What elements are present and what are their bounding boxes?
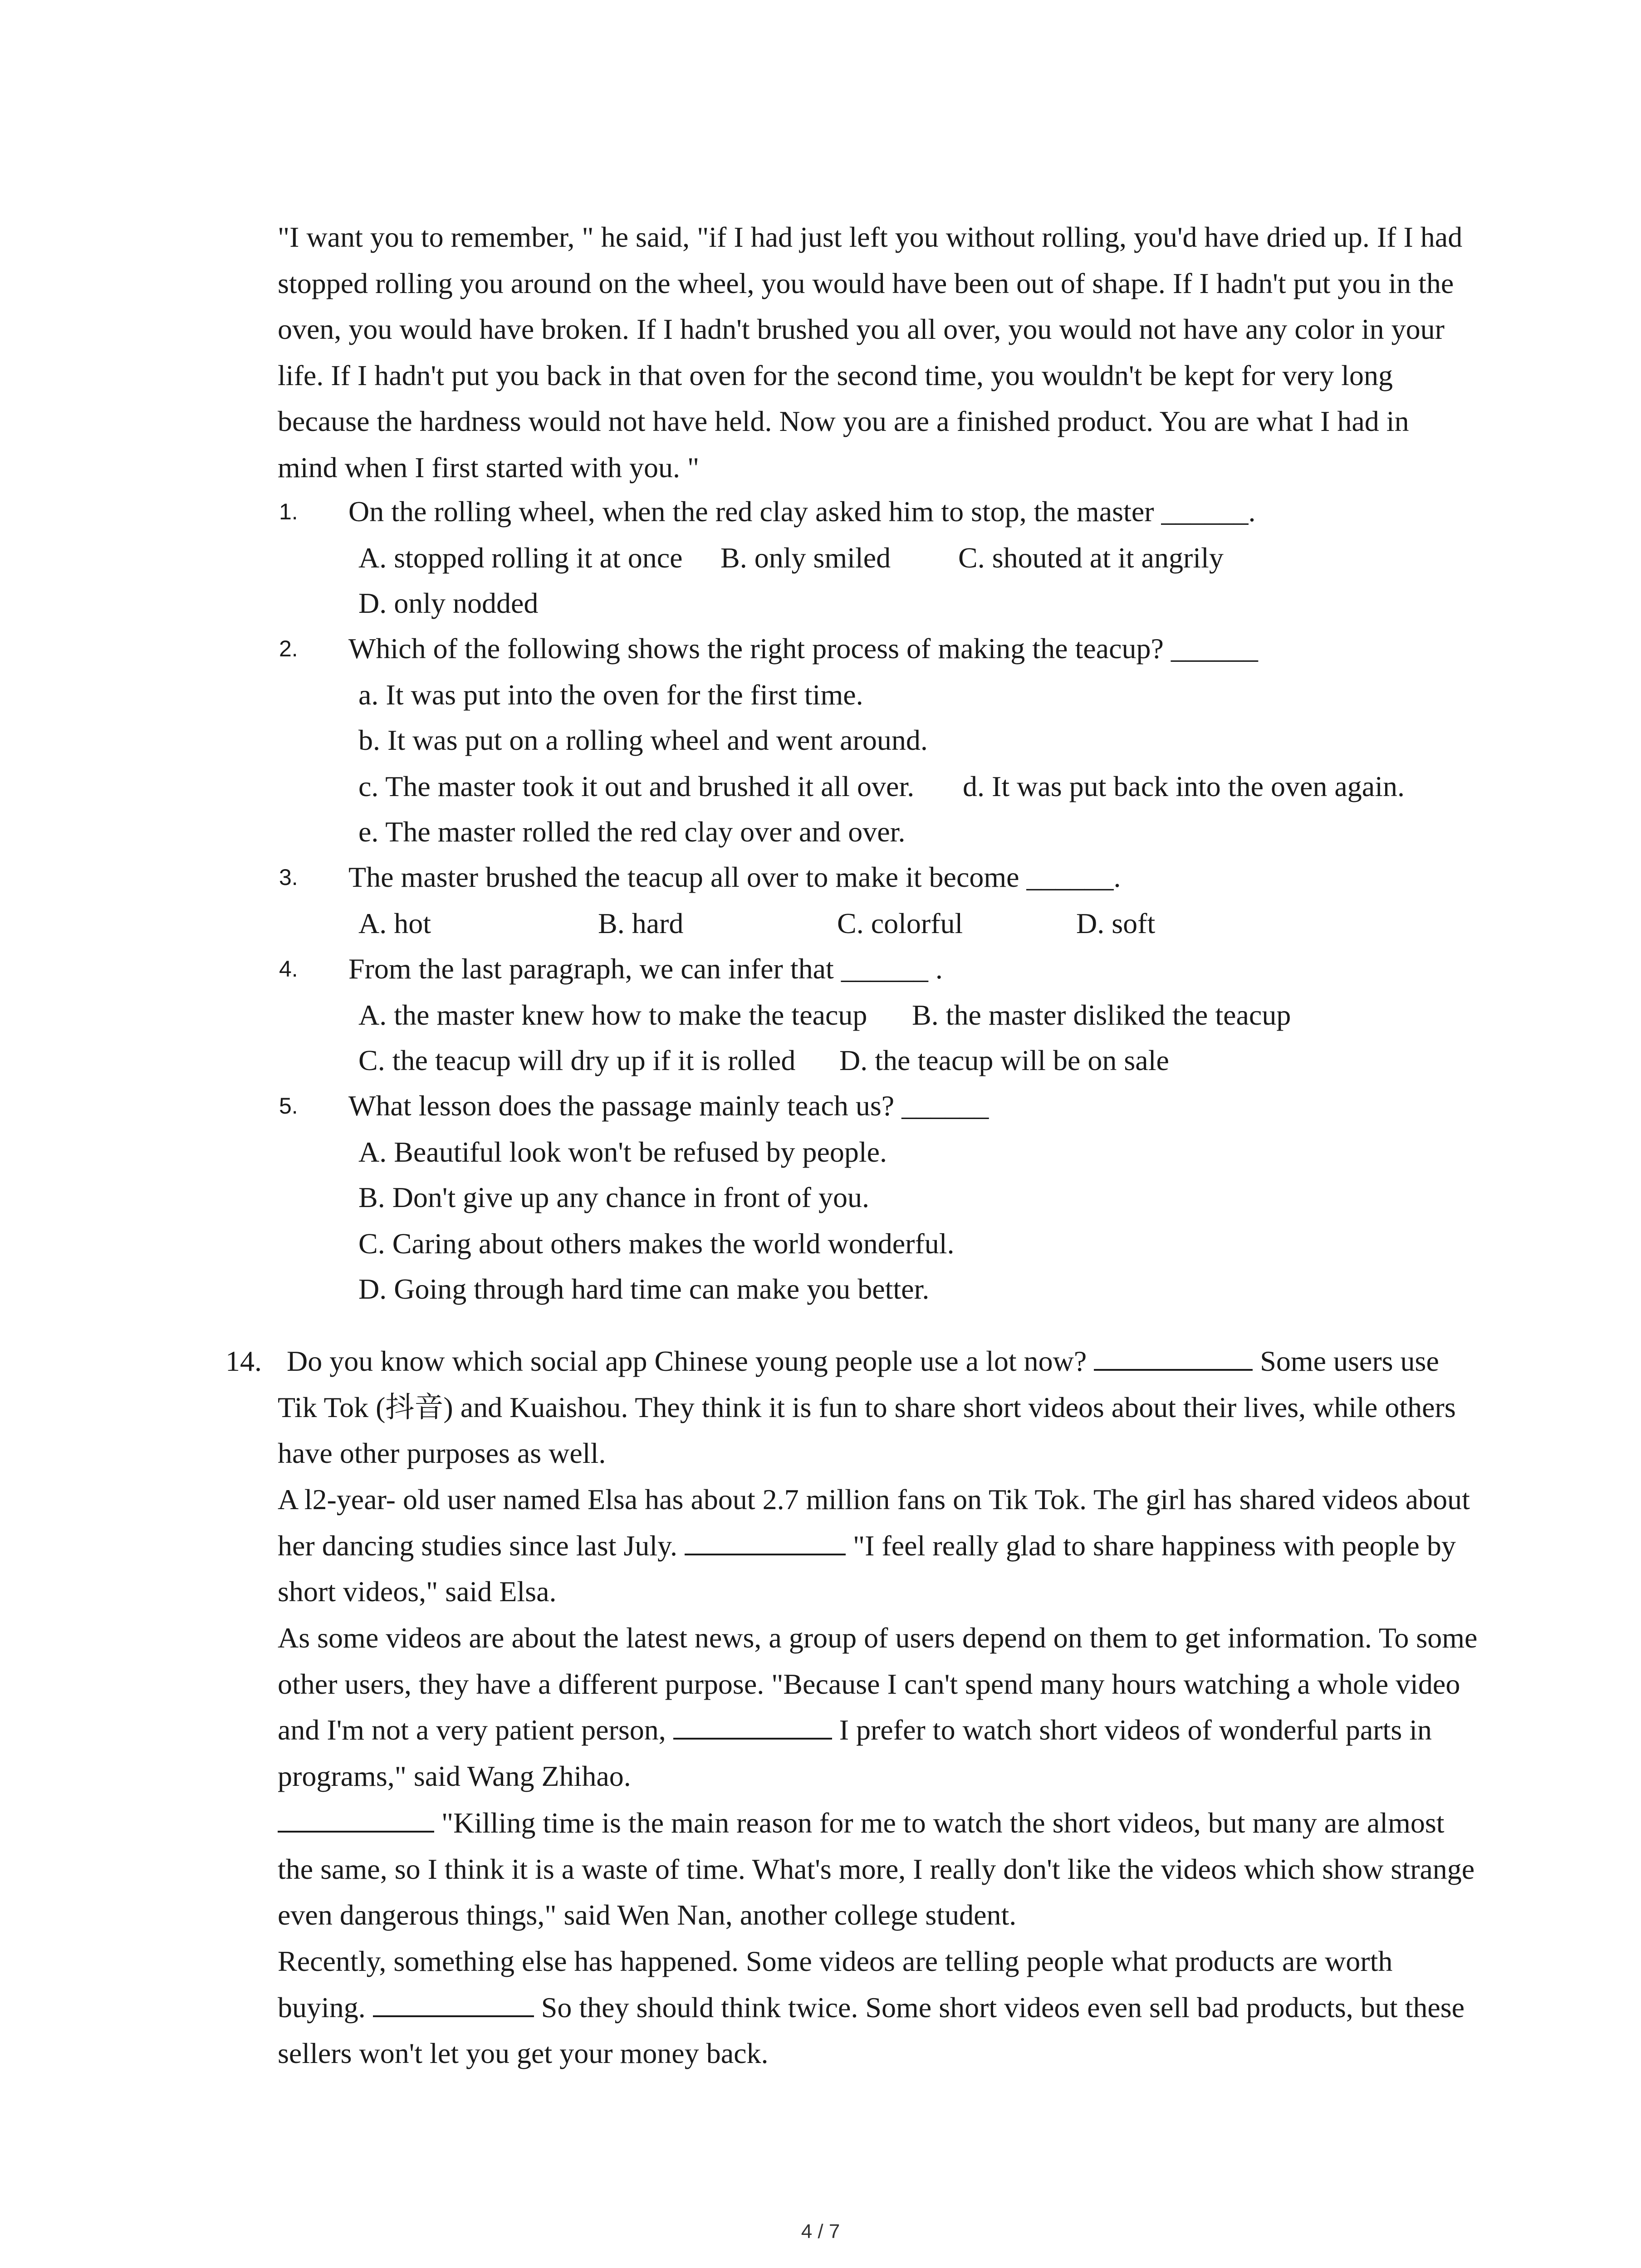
- option-d: d. It was put back into the oven again.: [963, 770, 1405, 802]
- option-c: c. The master took it out and brushed it all over.: [358, 770, 915, 802]
- question-stem: The master brushed the teacup all over to make it become ______.: [348, 861, 1121, 893]
- question-stem: Which of the following shows the right process of making the teacup? ______: [348, 632, 1258, 665]
- option-d: D. only nodded: [358, 587, 539, 619]
- option-a: A. hot: [358, 907, 431, 939]
- q14-paragraph-5: Recently, something else has happened. Some videos are telling people what products are worth buying. So they should think twice. Some short videos even sell bad products, but these sellers won't let you get your money back.: [278, 1945, 1465, 2069]
- q14-paragraph-2: A l2-year- old user named Elsa has about 2.7 million fans on Tik Tok. The girl has shared videos about her dancing studies since last July. "I feel really glad to share happiness with people by short videos," said Elsa.: [278, 1483, 1470, 1608]
- option-c: C. shouted at it angrily: [958, 542, 1224, 574]
- answer-blank[interactable]: [278, 1807, 434, 1833]
- option-b: B. Don't give up any chance in front of you.: [358, 1181, 869, 1213]
- option-c: C. colorful: [837, 907, 963, 939]
- option-d: D. soft: [1076, 907, 1156, 939]
- q14-paragraph-3: As some videos are about the latest news, a group of users depend on them to get information. To some other users, they have a different purpose. "Because I can't spend many hours watching a whole video and I'm not a very patient person, I prefer to watch short videos of wonderful parts in programs," said Wang Zhihao.: [278, 1622, 1478, 1792]
- page-number: 4 / 7: [801, 2220, 840, 2243]
- question-number: 5.: [279, 1093, 298, 1119]
- answer-blank[interactable]: [1094, 1345, 1253, 1371]
- option-e: e. The master rolled the red clay over and over.: [358, 816, 906, 848]
- option-d: D. the teacup will be on sale: [839, 1044, 1169, 1076]
- answer-blank[interactable]: [373, 1992, 534, 2017]
- question-stem: On the rolling wheel, when the red clay asked him to stop, the master ______.: [348, 495, 1256, 528]
- question-number: 14.: [225, 1345, 262, 1377]
- answer-blank[interactable]: [673, 1714, 832, 1740]
- option-b: B. hard: [598, 907, 684, 939]
- option-a: A. Beautiful look won't be refused by people.: [358, 1136, 887, 1168]
- question-stem: From the last paragraph, we can infer that ______ .: [348, 953, 943, 985]
- option-d: D. Going through hard time can make you better.: [358, 1273, 930, 1305]
- option-a: A. stopped rolling it at once: [358, 542, 683, 574]
- option-a: A. the master knew how to make the teacup: [358, 999, 867, 1031]
- question-number: 3.: [279, 865, 298, 890]
- question-number: 2.: [279, 636, 298, 661]
- option-c: C. Caring about others makes the world wonderful.: [358, 1227, 955, 1260]
- passage-paragraph: "I want you to remember, " he said, "if I had just left you without rolling, you'd have dried up. If I had stopped rolling you around on the wheel, you would have been out of shape. If I hadn't put you in the oven, you would have broken. If I hadn't brushed you all over, you would not have any color in your life. If I hadn't put you back in that oven for the second time, you wouldn't be kept for very long because the hardness would not have held. Now you are a finished product. You are what I had in mind when I first started with you. ": [278, 221, 1463, 484]
- option-c: C. the teacup will dry up if it is rolled: [358, 1044, 796, 1076]
- option-a: a. It was put into the oven for the first time.: [358, 679, 863, 711]
- question-stem: What lesson does the passage mainly teach us? ______: [348, 1090, 989, 1122]
- option-b: B. only smiled: [720, 542, 891, 574]
- option-b: b. It was put on a rolling wheel and went around.: [358, 724, 928, 756]
- question-number: 4.: [279, 956, 298, 982]
- q14-paragraph-4: "Killing time is the main reason for me to watch the short videos, but many are almost the same, so I think it is a waste of time. What's more, I really don't like the videos which show strange even dangerous things," said Wen Nan, another college student.: [278, 1807, 1475, 1931]
- option-b: B. the master disliked the teacup: [912, 999, 1291, 1031]
- answer-blank[interactable]: [685, 1530, 846, 1555]
- question-number: 1.: [279, 499, 298, 524]
- q14-paragraph-1: Do you know which social app Chinese young people use a lot now? Some users use Tik Tok (抖音) and Kuaishou. They think it is fun to share short videos about their lives, while others have other purposes as well.: [278, 1345, 1456, 1469]
